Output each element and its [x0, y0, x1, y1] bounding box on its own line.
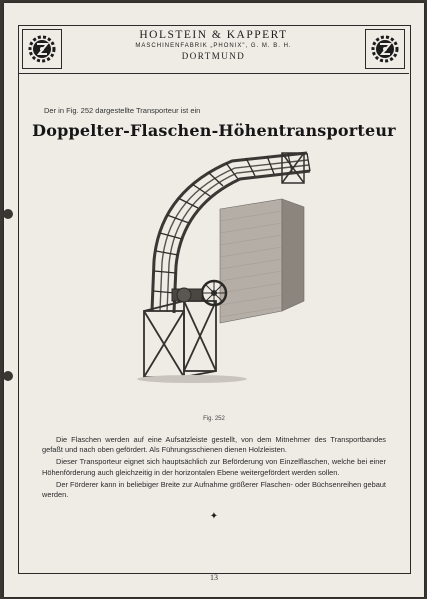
body-text [42, 435, 386, 502]
ornament-icon: ✦ [209, 511, 219, 522]
company-city: DORTMUND [181, 51, 246, 61]
paragraph: Dieser Transporteur eignet sich hauptsächlich zur Beförderung von Einzelflaschen, welche bei einer Höhenförderung auch gleichzeitig in der horizontalen Ebene weitergefördert werden sollen. [42, 457, 386, 477]
logo-right [365, 29, 405, 69]
bottle-elevator-illustration [122, 151, 322, 383]
binding-hole-top [3, 209, 13, 219]
company-block [78, 29, 349, 61]
company-name: HOLSTEIN & KAPPERT [139, 29, 288, 41]
document-page [4, 3, 424, 597]
logo-left [22, 29, 62, 69]
company-subtitle: MASCHINENFABRIK „PHONIX", G. M. B. H. [135, 43, 292, 49]
gear-logo-icon [370, 34, 400, 64]
page-title: Doppelter-Flaschen-Höhentransporteur [32, 121, 396, 140]
intro-text: Der in Fig. 252 dargestellte Transporteur ist ein [44, 106, 201, 115]
paragraph: Der Förderer kann in beliebiger Breite zur Aufnahme größerer Flaschen- oder Büchsenreihen gebaut werden. [42, 479, 386, 500]
paragraph: Die Flaschen werden auf eine Aufsatzleiste gestellt, von dem Mitnehmer des Transportbandes gefaßt und nach oben gefördert. Als Führungsschienen dienen Holzleisten. [42, 435, 386, 455]
letterhead [18, 25, 409, 74]
page-number: 13 [210, 573, 218, 582]
figure-caption: Fig. 252 [203, 416, 225, 422]
binding-hole-bottom [3, 371, 13, 381]
gear-logo-icon [27, 34, 57, 64]
